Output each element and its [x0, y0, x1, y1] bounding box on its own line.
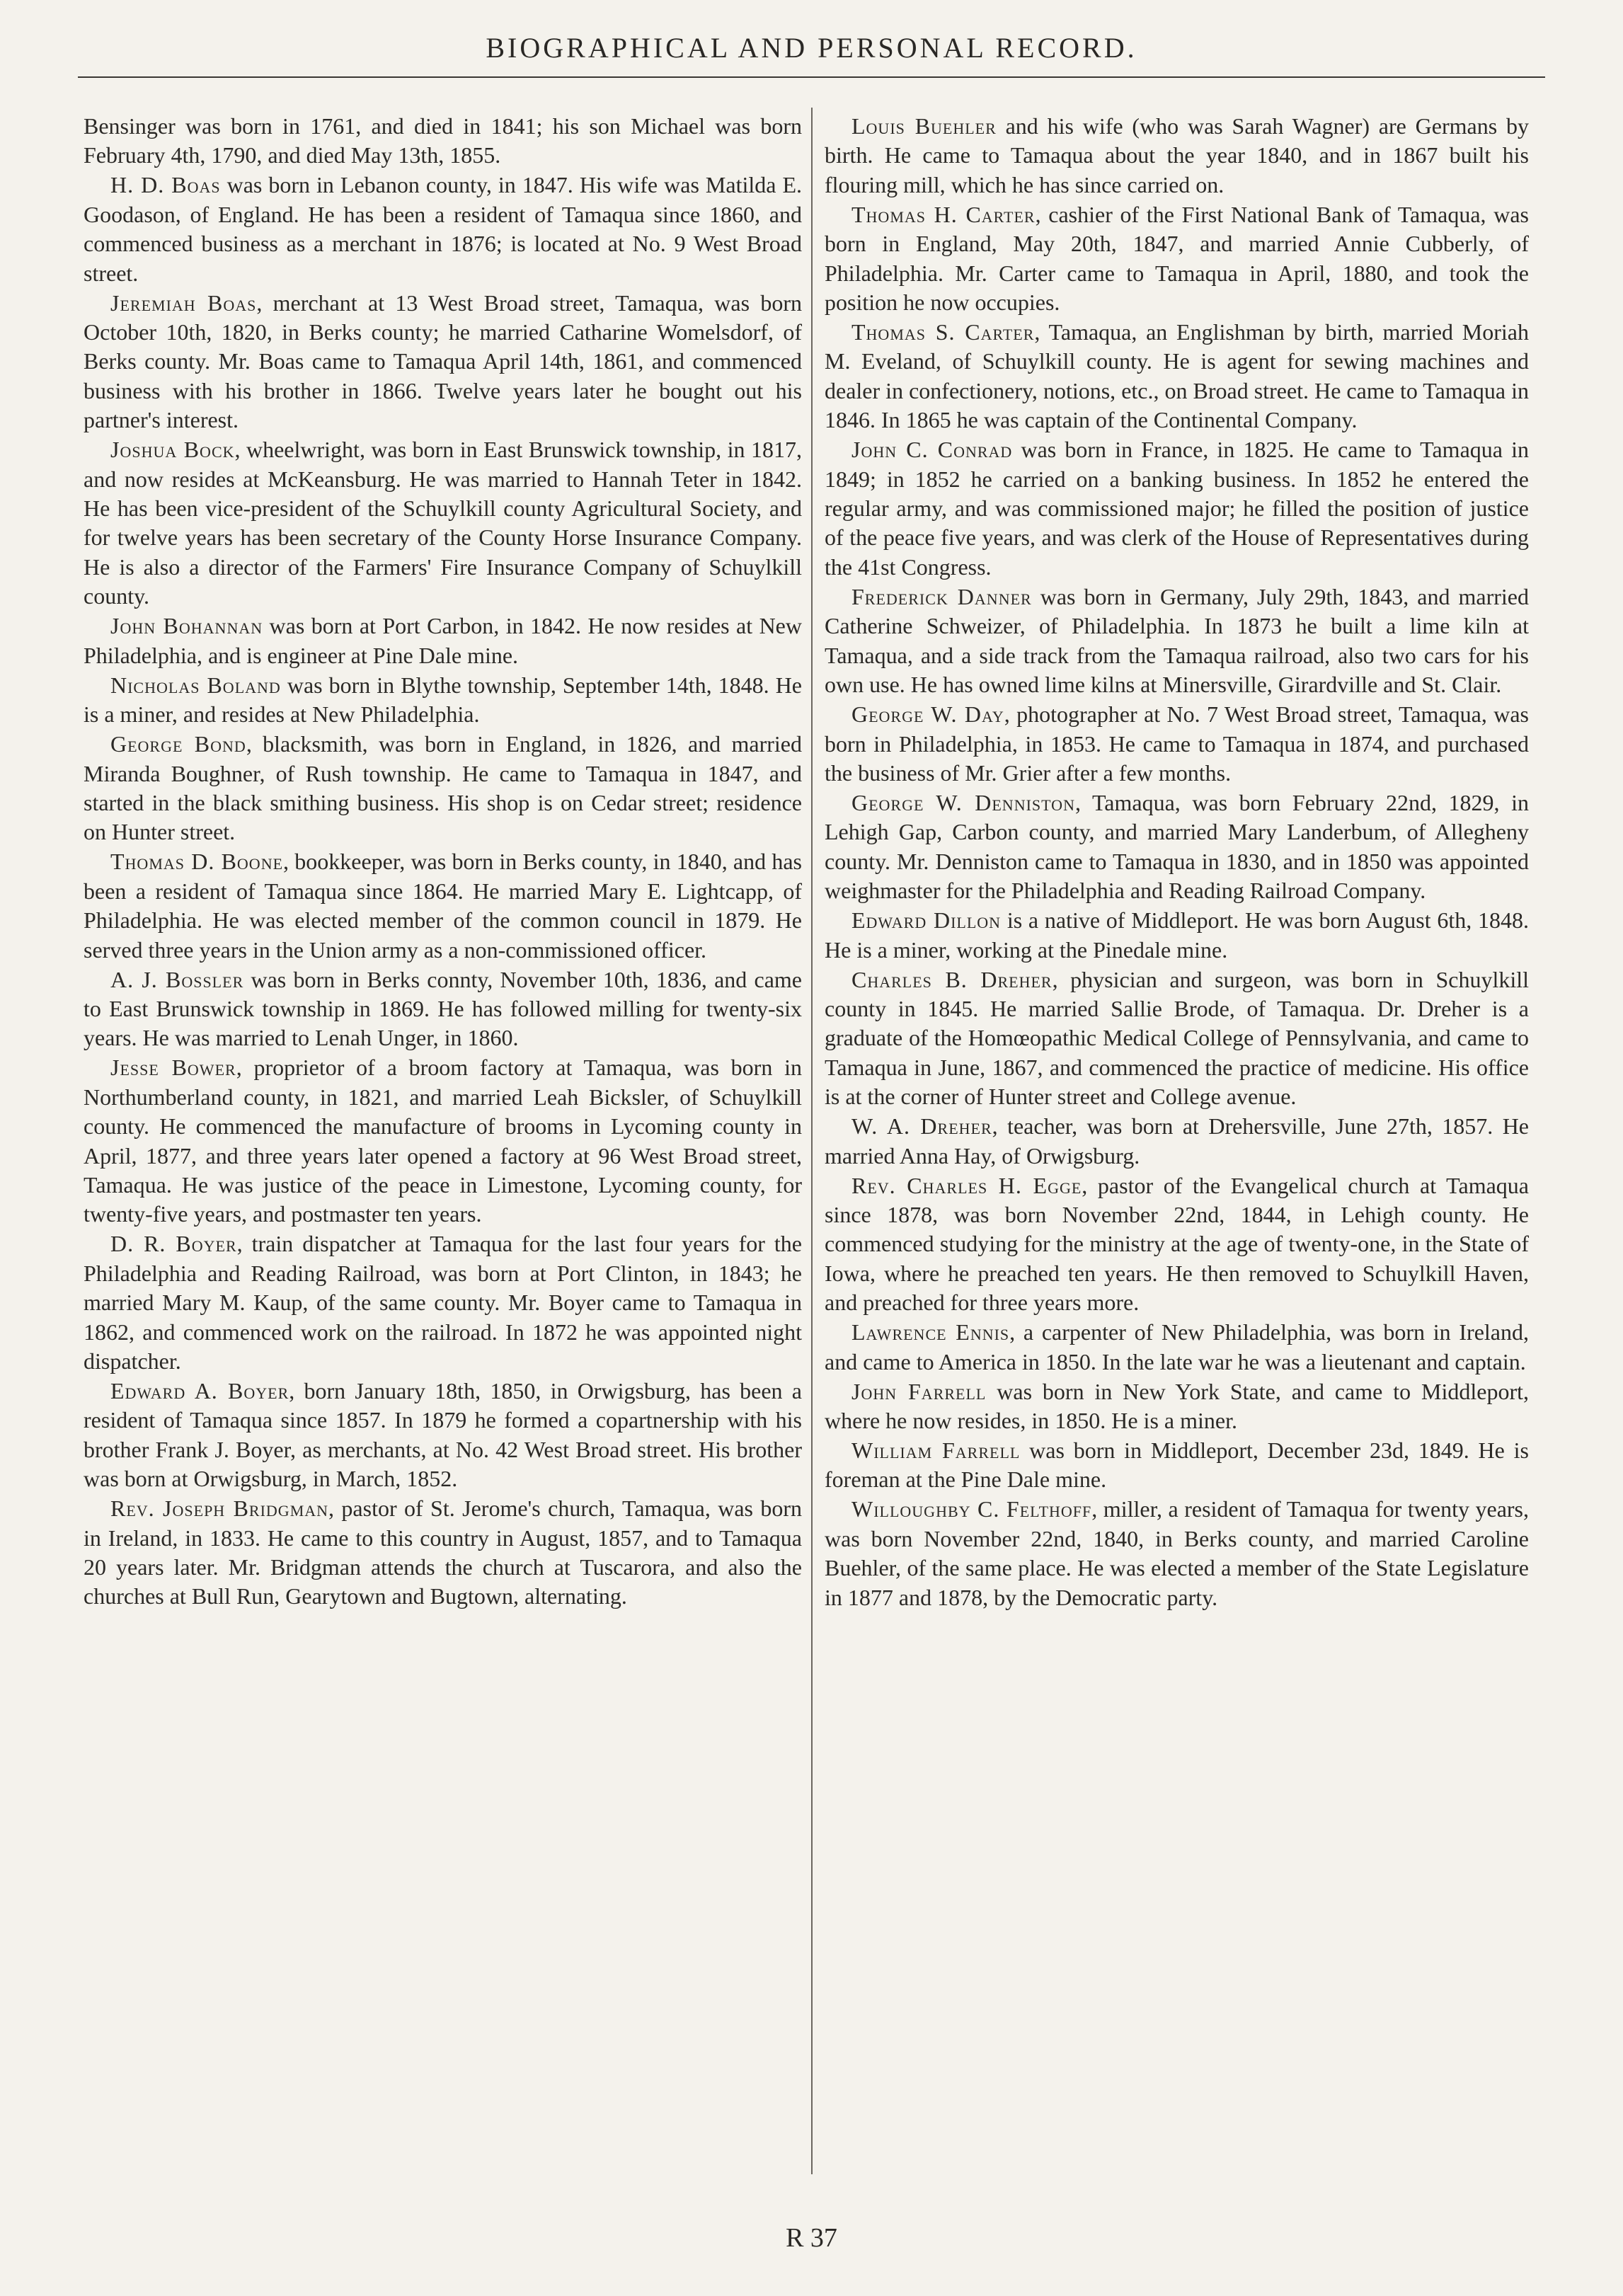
- biography-entry: [825, 1377, 1529, 1436]
- entry-text: , cashier of the First National Bank of Tamaqua, was born in England, May 20th, 1847, and married Annie Cubberly, of Philadelphia. Mr. Carter came to Tamaqua in April, 1880, and took the position he now occupies.: [825, 201, 1529, 316]
- entry-name: H. D. Boas: [110, 172, 221, 198]
- biography-entry: [825, 700, 1529, 788]
- biography-entry: [825, 1318, 1529, 1377]
- biography-entry: [84, 435, 802, 611]
- entry-name: John Farrell: [851, 1378, 987, 1404]
- entry-text: was born in Blythe township, September 14th, 1848. He is a miner, and resides at New Philadelphia.: [84, 672, 803, 728]
- biography-entry: [84, 1377, 802, 1494]
- biography-entry: [84, 612, 802, 670]
- biography-entry: [84, 1229, 802, 1376]
- entry-name: Jesse Bower: [110, 1055, 236, 1081]
- biography-entry: [825, 1112, 1529, 1171]
- right-column: [825, 112, 1529, 1613]
- entry-name: Thomas H. Carter: [851, 201, 1036, 227]
- entry-text: , a carpenter of New Philadelphia, was born in Ireland, and came to America in 1850. In the late war he was a lieutenant and captain.: [825, 1319, 1529, 1374]
- entry-text: , teacher, was born at Drehersville, June 27th, 1857. He married Anna Hay, of Orwigsburg.: [825, 1113, 1530, 1169]
- entry-text: was born in Middleport, December 23d, 1849. He is foreman at the Pine Dale mine.: [825, 1437, 1530, 1493]
- biography-entry: [825, 200, 1529, 318]
- entry-name: Frederick Danner: [851, 583, 1032, 609]
- entry-name: Charles B. Dreher: [851, 966, 1053, 992]
- biography-entry: [825, 1495, 1529, 1612]
- biography-entry: [84, 965, 802, 1053]
- entry-text: was born in France, in 1825. He came to Tamaqua in 1849; in 1852 he carried on a banking business. In 1852 he entered the regular army, and was commissioned major; he filled the position of justice of the peace five years, and was clerk of the House of Representatives during the 41st Congress.: [825, 437, 1530, 580]
- biography-entry: [84, 671, 802, 730]
- page-number: R 37: [786, 2223, 837, 2253]
- biography-entry: [825, 906, 1529, 965]
- entry-text: , pastor of St. Jerome's church, Tamaqua, was born in Ireland, in 1833. He came to this country in August, 1857, and to Tamaqua 20 years later. Mr. Bridgman attends the church at Tuscarora, and also the churches at Bull Run, Gearytown and Bugtown, alternating.: [84, 1496, 803, 1609]
- column-divider: [811, 108, 813, 2174]
- entry-name: Edward Dillon: [851, 907, 1002, 934]
- entry-text: , physician and surgeon, was born in Schuylkill county in 1845. He married Sallie Brode, of Tamaqua. Dr. Dreher is a graduate of the Homœopathic Medical College of Pennsylvania, and came to Tamaqua in June, 1867, and commenced the practice of medicine. His office is at the corner of Hunter street and College avenue.: [825, 966, 1529, 1110]
- biography-entry: [825, 112, 1529, 200]
- entry-text: Bensinger was born in 1761, and died in 1841; his son Michael was born February 4th, 1790, and died May 13th, 1855.: [84, 113, 802, 168]
- entry-text: , train dispatcher at Tamaqua for the last four years for the Philadelphia and Reading Railroad, was born at Port Clinton, in 1843; he married Mary M. Kaup, of the same county. Mr. Boyer came to Tamaqua in 1862, and commenced work on the railroad. In 1872 he was appointed night dispatcher.: [84, 1231, 803, 1374]
- entry-name: A. J. Bossler: [110, 966, 244, 992]
- entry-text: , Tamaqua, was born February 22nd, 1829, in Lehigh Gap, Carbon county, and married Mary Landerbum, of Allegheny county. Mr. Denniston came to Tamaqua in 1830, and in 1850 was appointed weighmaster for the Philadelphia and Reading Railroad Company.: [825, 789, 1530, 904]
- entry-name: Jeremiah Boas: [110, 289, 257, 316]
- biography-entry: [84, 112, 802, 171]
- entry-text: , proprietor of a broom factory at Tamaqua, was born in Northumberland county, in 1821, and married Leah Bicksler, of Schuylkill county. He commenced the manufacture of brooms in Lycoming county in April, 1877, and three years later opened a factory at 96 West Broad street, Tamaqua. He was justice of the peace in Limestone, Lycoming county, for twenty-five years, and postmaster ten years.: [84, 1055, 802, 1227]
- entry-text: was born in Berks connty, November 10th, 1836, and came to East Brunswick township in 1869. He has followed milling for twenty-six years. He was married to Lenah Unger, in 1860.: [84, 966, 802, 1051]
- biography-entry: [84, 1494, 802, 1612]
- entry-name: Nicholas Boland: [110, 672, 281, 698]
- biography-entry: [825, 1436, 1529, 1495]
- header-rule: [78, 76, 1545, 78]
- entry-text: , wheelwright, was born in East Brunswick township, in 1817, and now resides at McKeansburg. He was married to Hannah Teter in 1842. He has been vice-president of the Schuylkill county Agricultural Society, and for twelve years has been secretary of the County Horse Insurance Company. He is also a director of the Farmers' Fire Insurance Company of Schuylkill county.: [84, 437, 802, 609]
- entry-name: George W. Day: [851, 701, 1004, 728]
- entry-text: was born in Germany, July 29th, 1843, and married Catherine Schweizer, of Philadelphia. In 1873 he built a lime kiln at Tamaqua, and a side track from the Tamaqua railroad, also two cars for his own use. He has owned lime kilns at Minersville, Girardville and St. Clair.: [825, 583, 1530, 698]
- page-header-title: BIOGRAPHICAL AND PERSONAL RECORD.: [486, 32, 1137, 64]
- entry-name: John C. Conrad: [851, 437, 1013, 463]
- entry-name: George W. Denniston: [851, 789, 1075, 815]
- entry-text: , born January 18th, 1850, in Orwigsburg, has been a resident of Tamaqua since 1857. In 1879 he formed a copartnership with his brother Frank J. Boyer, as merchants, at No. 42 West Broad street. His brother was born at Orwigsburg, in March, 1852.: [84, 1378, 802, 1492]
- biography-entry: [84, 1053, 802, 1229]
- biography-entry: [825, 582, 1529, 700]
- biography-entry: [825, 435, 1529, 582]
- entry-name: Thomas D. Boone: [110, 849, 284, 875]
- entry-name: Edward A. Boyer: [110, 1378, 289, 1404]
- entry-text: was born at Port Carbon, in 1842. He now resides at New Philadelphia, and is engineer at Pine Dale mine.: [84, 613, 802, 668]
- entry-name: Thomas S. Carter: [851, 319, 1035, 345]
- entry-name: D. R. Boyer: [110, 1231, 237, 1257]
- entry-text: is a native of Middleport. He was born August 6th, 1848. He is a miner, working at the Pinedale mine.: [825, 907, 1529, 963]
- entry-text: , miller, a resident of Tamaqua for twenty years, was born November 22nd, 1840, in Berks county, and married Caroline Buehler, of the same place. He was elected a member of the State Legislature in 1877 and 1878, by the Democratic party.: [825, 1496, 1530, 1610]
- entry-text: , Tamaqua, an Englishman by birth, married Moriah M. Eveland, of Schuylkill county. He is agent for sewing machines and dealer in confectionery, notions, etc., on Broad street. He came to Tamaqua in 1846. In 1865 he was captain of the Continental Company.: [825, 319, 1529, 433]
- entry-name: George Bond: [110, 731, 246, 757]
- biography-entry: [84, 847, 802, 965]
- biography-entry: [825, 318, 1529, 435]
- entry-text: , merchant at 13 West Broad street, Tamaqua, was born October 10th, 1820, in Berks county; he married Catharine Womelsdorf, of Berks county. Mr. Boas came to Tamaqua April 14th, 1861, and commenced business with his brother in 1866. Twelve years later he bought out his partner's interest.: [84, 289, 802, 433]
- entry-text: , photographer at No. 7 West Broad street, Tamaqua, was born in Philadelphia, in 1853. He came to Tamaqua in 1874, and purchased the business of Mr. Grier after a few months.: [825, 701, 1529, 786]
- biography-entry: [825, 788, 1529, 906]
- entry-name: Lawrence Ennis: [851, 1319, 1010, 1345]
- biography-entry: [825, 1171, 1529, 1318]
- entry-name: W. A. Dreher: [851, 1113, 992, 1140]
- biography-entry: [84, 171, 802, 288]
- entry-name: Rev. Joseph Bridgman: [110, 1496, 329, 1522]
- entry-name: Louis Buehler: [851, 113, 997, 139]
- entry-name: Joshua Bock: [110, 437, 235, 463]
- entry-text: , blacksmith, was born in England, in 1826, and married Miranda Boughner, of Rush township. He came to Tamaqua in 1847, and started in the black smithing business. His shop is on Cedar street; residence on Hunter street.: [84, 731, 803, 845]
- entry-name: John Bohannan: [110, 613, 263, 639]
- entry-text: was born in Lebanon county, in 1847. His wife was Matilda E. Goodason, of England. He has been a resident of Tamaqua since 1860, and commenced business as a merchant in 1876; is located at No. 9 West Broad street.: [84, 172, 803, 286]
- entry-name: Rev. Charles H. Egge: [851, 1172, 1082, 1198]
- entry-text: , pastor of the Evangelical church at Tamaqua since 1878, was born November 22nd, 1844, in Lehigh county. He commenced studying for the ministry at the age of twenty-one, in the State of Iowa, where he preached ten years. He then removed to Schuylkill Haven, and preached for three years more.: [825, 1172, 1529, 1316]
- biography-entry: [825, 965, 1529, 1112]
- entry-name: William Farrell: [851, 1437, 1021, 1463]
- left-column: [84, 112, 802, 1612]
- entry-name: Willoughby C. Felthoff: [851, 1496, 1092, 1522]
- entry-text: and his wife (who was Sarah Wagner) are Germans by birth. He came to Tamaqua about the year 1840, and in 1867 built his flouring mill, which he has since carried on.: [825, 113, 1529, 197]
- entry-text: , bookkeeper, was born in Berks county, in 1840, and has been a resident of Tamaqua since 1864. He married Mary E. Lightcapp, of Philadelphia. He was elected member of the common council in 1879. He served three years in the Union army as a non-commissioned officer.: [84, 849, 802, 963]
- biography-entry: [84, 730, 802, 847]
- entry-text: was born in New York State, and came to Middleport, where he now resides, in 1850. He is a miner.: [825, 1378, 1530, 1433]
- biography-entry: [84, 289, 802, 435]
